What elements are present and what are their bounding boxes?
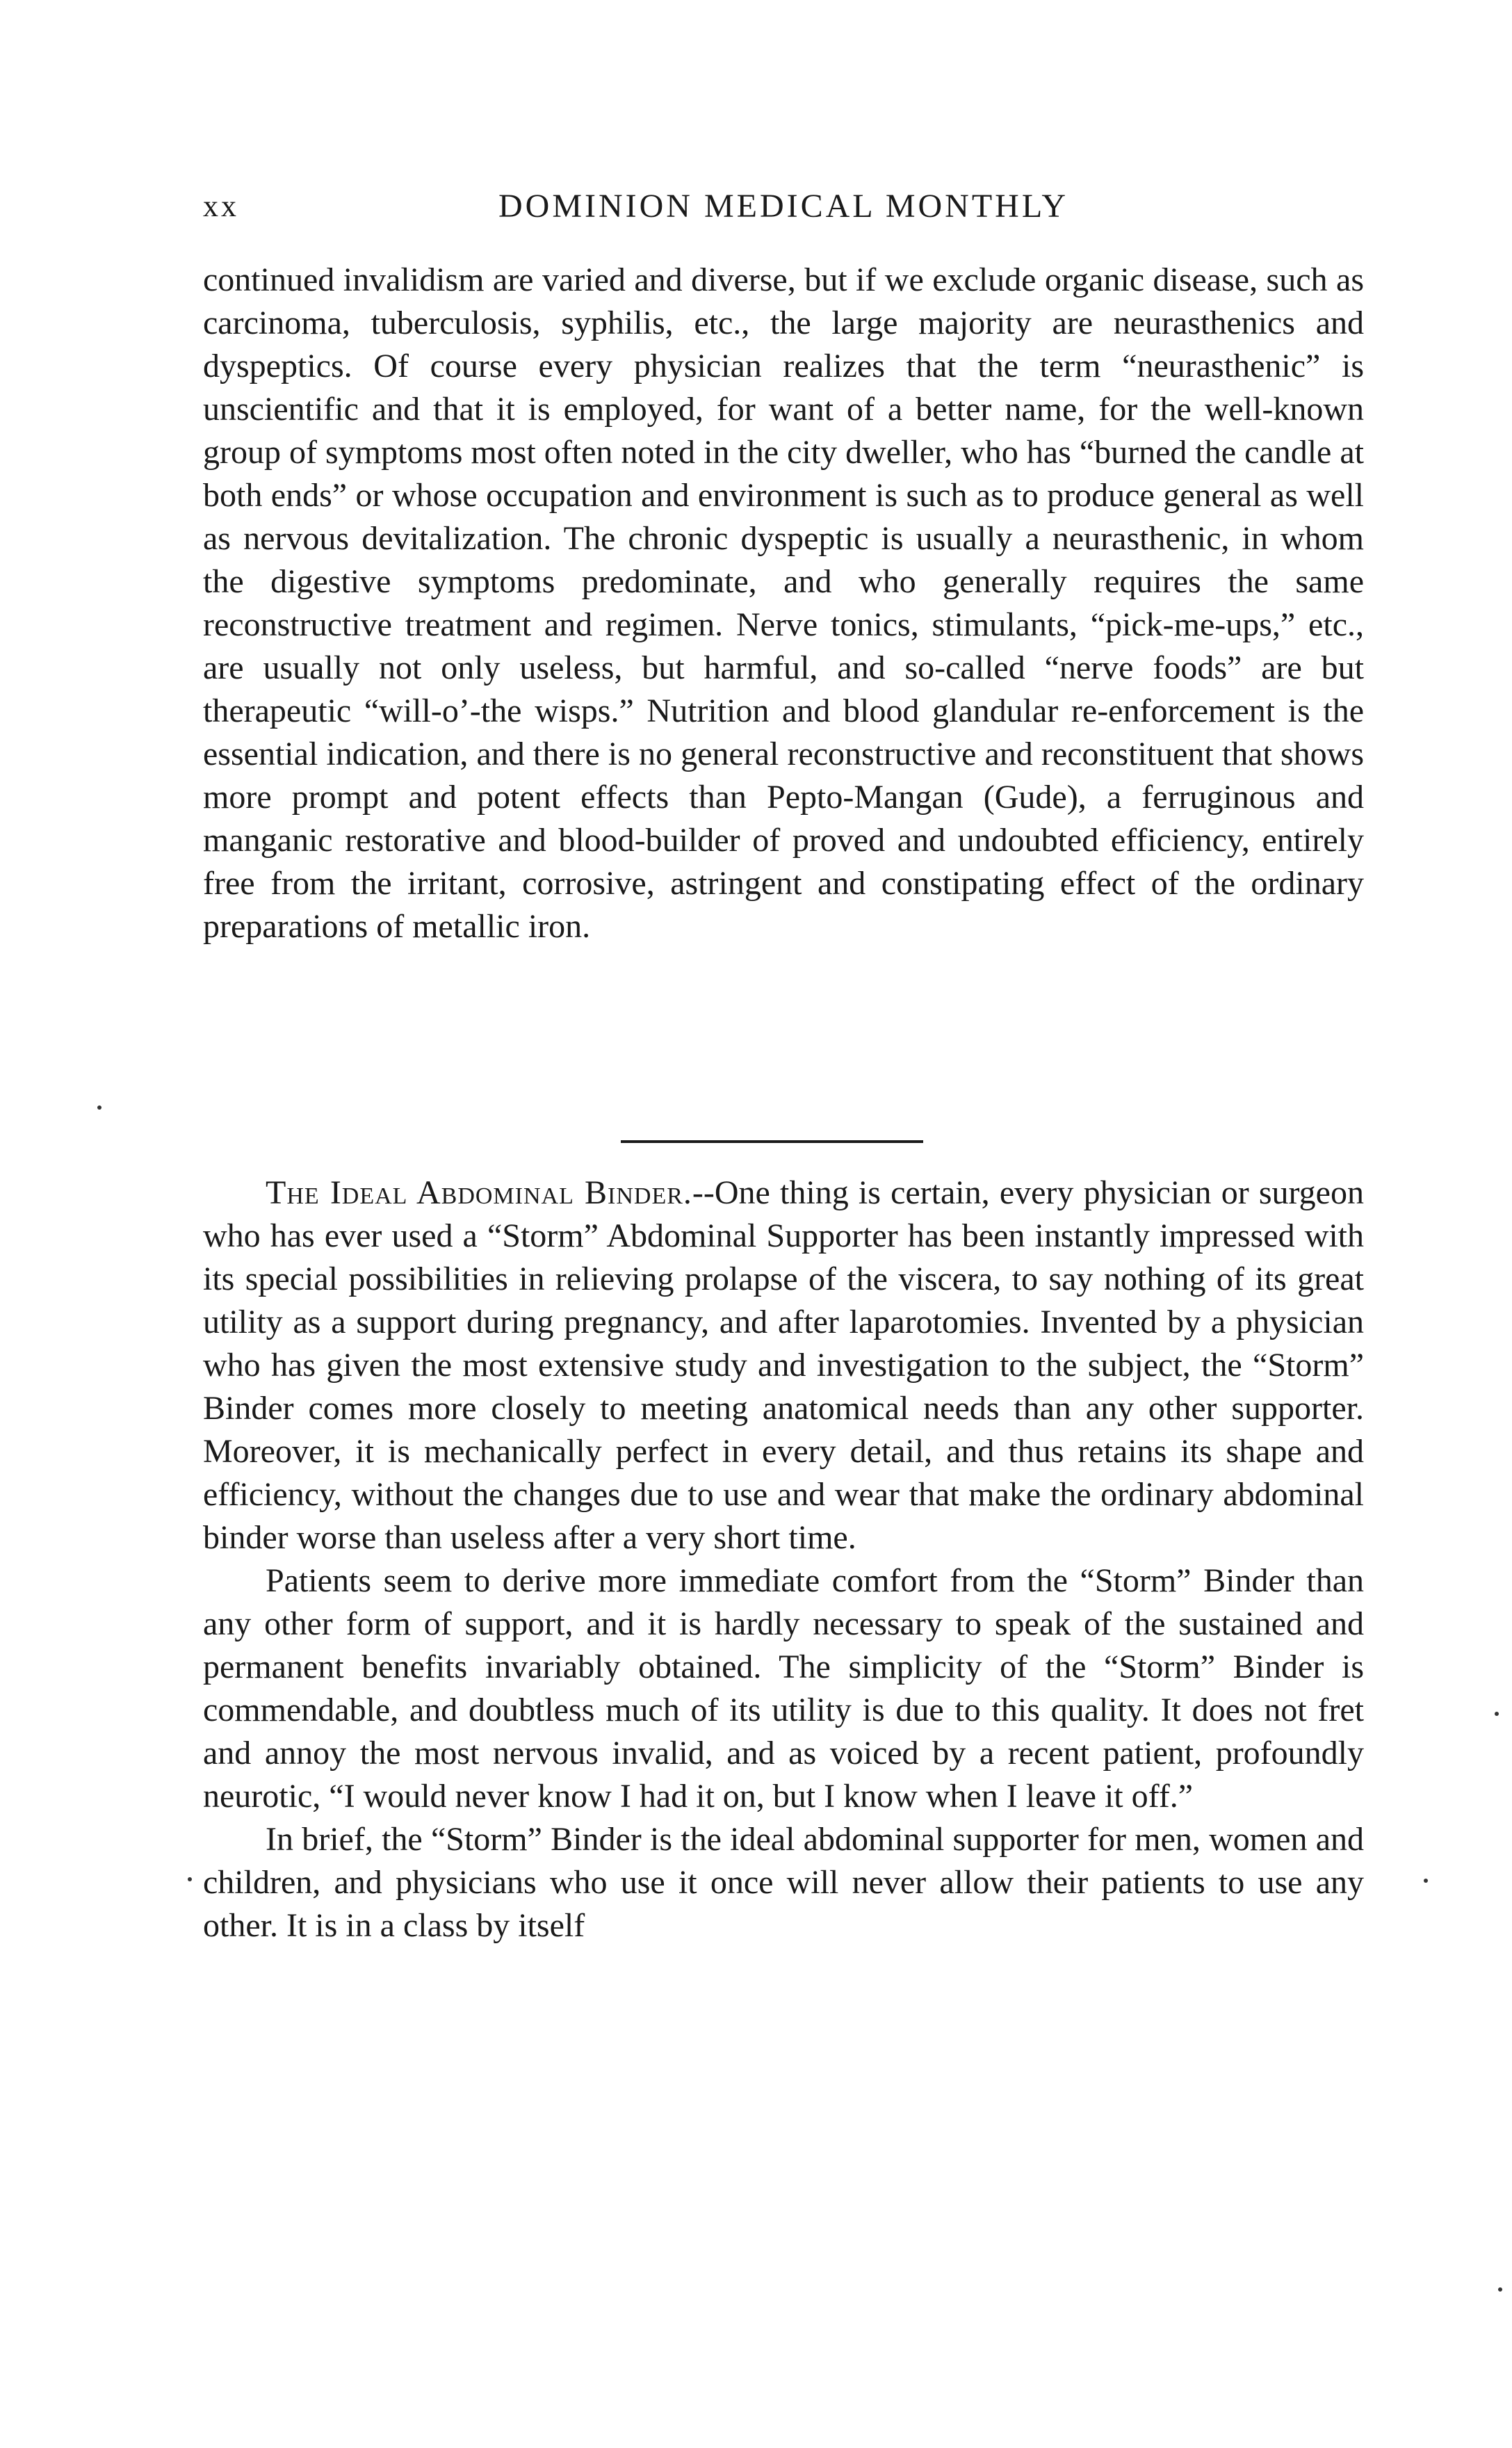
running-title: DOMINION MEDICAL MONTHLY [498, 188, 1068, 225]
heading-dash: -- [692, 1174, 715, 1211]
section-divider [621, 1140, 923, 1143]
paragraph-text: One thing is certain, every physician or surgeon who has ever used a “Storm” Abdominal Supporter has been instantly impressed with its special possibilities in relieving prolapse of the viscera, to say nothing of its great utility as a support during pregnancy, and after laparotomies. Invented by a physician who has given the most extensive study and investigation to the subject, the “Storm” Binder comes more closely to meeting anatomical needs than any other supporter. Moreover, it is mechanically perfect in every detail, and thus retains its shape and efficiency, without the changes due to use and wear that make the ordinary abdominal binder worse than useless after a very short time. [203, 1174, 1364, 1556]
article-paragraph: In brief, the “Storm” Binder is the ideal abdominal supporter for men, women and children, and physicians who use it once will never allow their patients to use any other. It is in a class by itself [203, 1821, 1364, 1944]
section-heading: The Ideal Abdominal Binder. [266, 1174, 692, 1211]
scan-speck [1495, 1712, 1499, 1716]
article-paragraph: continued invalidism are varied and diverse, but if we exclude organic disease, such as carcinoma, tuberculosis, syphilis, etc., the large majority are neurasthenics and dyspeptics. Of course every physician realizes that the term “neurasthenic” is unscientific and that it is employed, for want of a better name, for the well-known group of symptoms most often noted in the city dweller, who has “burned the candle at both ends” or whose occupation and environment is such as to produce general as well as nervous devitalization. The chronic dyspeptic is usually a neurasthenic, in whom the digestive symptoms predominate, and who generally requires the same reconstructive treatment and regimen. Nerve tonics, stimulants, “pick-me-ups,” etc., are usually not only useless, but harmful, and so-called “nerve foods” are but therapeutic “will-o’-the wisps.” Nutrition and blood glandular re-enforcement is the essential indication, and there is no general reconstructive and reconstituent that shows more prompt and potent effects than Pepto-Mangan (Gude), a ferruginous and manganic restorative and blood-builder of proved and undoubted efficiency, entirely free from the irritant, corrosive, astringent and constipating effect of the ordinary preparations of metallic iron. [203, 261, 1364, 945]
scan-speck [1498, 2287, 1502, 2292]
article-storm-binder [203, 1172, 1364, 1947]
page-header [203, 182, 1364, 231]
page-number: xx [203, 189, 239, 223]
article-paragraph [203, 1172, 1364, 1559]
scan-speck [1424, 1879, 1428, 1883]
scan-speck [97, 1105, 101, 1110]
scan-speck [188, 1877, 192, 1881]
article-continued [203, 259, 1364, 948]
article-paragraph: Patients seem to derive more immediate comfort from the “Storm” Binder than any other form of support, and it is hardly necessary to speak of the sustained and permanent benefits invariably obtained. The simplicity of the “Storm” Binder is commendable, and doubtless much of its utility is due to this quality. It does not fret and annoy the most nervous invalid, and as voiced by a recent patient, profoundly neurotic, “I would never know I had it on, but I know when I leave it off.” [203, 1562, 1364, 1815]
